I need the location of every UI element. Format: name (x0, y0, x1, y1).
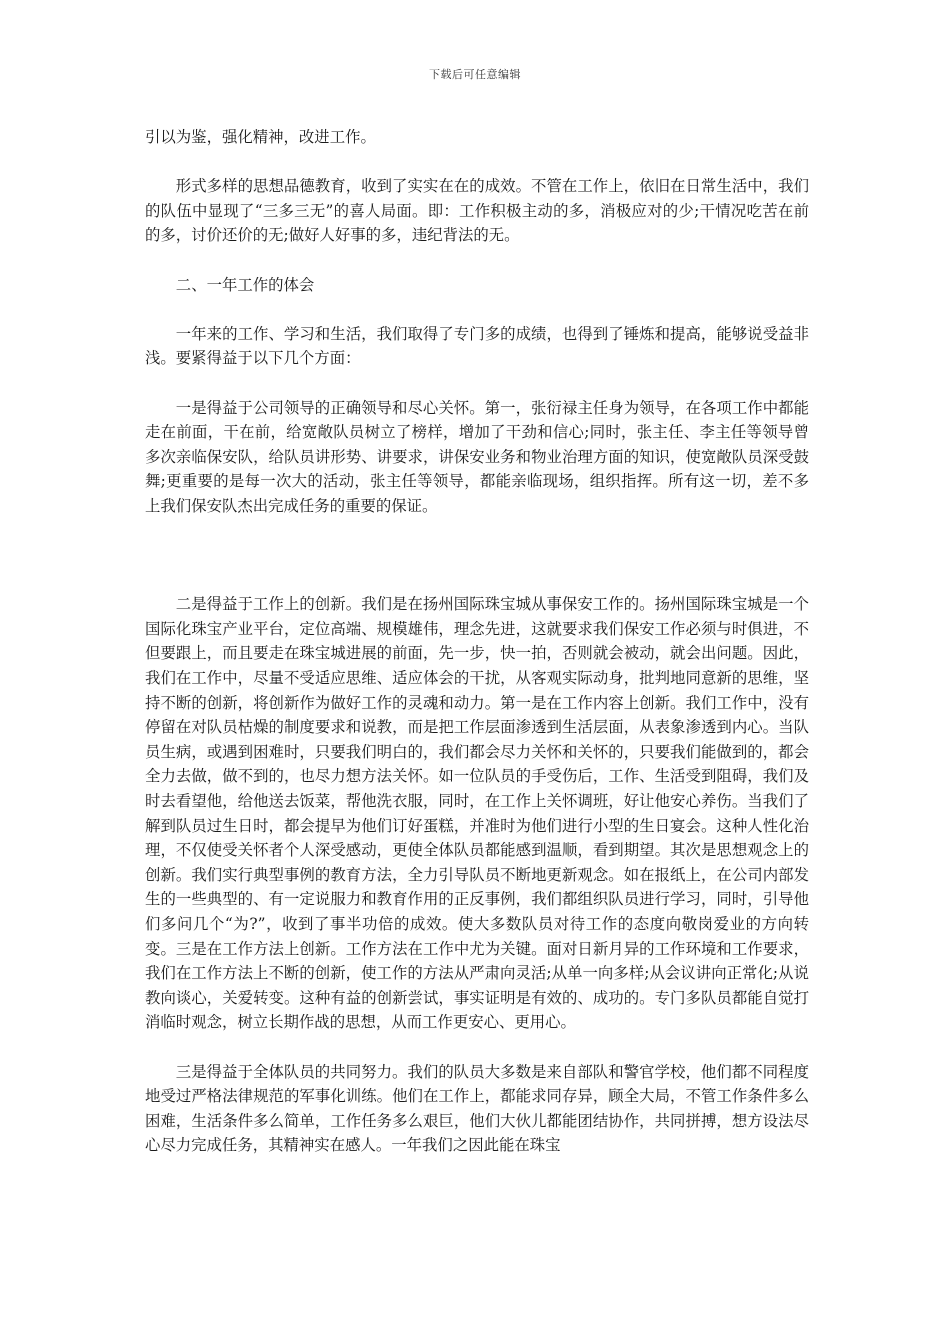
paragraph-spacer (145, 371, 809, 396)
paragraph-6: 三是得益于全体队员的共同努力。我们的队员大多数是来自部队和警官学校，他们都不同程度地受过严格法律规范的军事化训练。他们在工作上，都能求同存异，顾全大局，不管工作条件多么困难，生活条件多么简单，工作任务多么艰巨，他们大伙儿都能团结协作，共同拼搏，想方设法尽心尽力完成任务，其精神实在感人。一年我们之因此能在珠宝 (145, 1062, 809, 1155)
paragraph-spacer (145, 150, 809, 175)
section-heading: 二、一年工作的体会 (175, 275, 315, 294)
paragraph-spacer (145, 1035, 809, 1060)
paragraph-4: 一是得益于公司领导的正确领导和尽心关怀。第一，张衍禄主任身为领导，在各项工作中都能走在前面，干在前，给宽敞队员树立了榜样，增加了干劲和信心;同时，张主任、李主任等领导曾多次亲临保安队，给队员讲形势、讲要求，讲保安业务和物业治理方面的知识，使宽敞队员深受鼓舞;更重要的是每一次大的活动，张主任等领导，都能亲临现场，组织指挥。所有这一切，差不多上我们保安队杰出完成任务的重要的保证。 (145, 398, 809, 515)
paragraph-spacer-large (145, 519, 809, 593)
paragraph-2: 形式多样的思想品德教育，收到了实实在在的成效。不管在工作上，依旧在日常生活中，我们的队伍中显现了“三多三无”的喜人局面。即：工作积极主动的多，消极应对的少;干情况吃苦在前的多，讨价还价的无;做好人好事的多，违纪背法的无。 (145, 177, 809, 245)
paragraph-spacer (145, 297, 809, 322)
page-header-note: 下载后可任意编辑 (429, 68, 521, 81)
paragraph-3: 一年来的工作、学习和生活，我们取得了专门多的成绩，也得到了锤炼和提高，能够说受益非浅。要紧得益于以下几个方面： (145, 324, 809, 368)
paragraph-spacer (145, 248, 809, 273)
document-body (145, 125, 809, 1158)
paragraph-1: 引以为鉴，强化精神，改进工作。 (145, 128, 376, 146)
paragraph-5: 二是得益于工作上的创新。我们是在扬州国际珠宝城从事保安工作的。扬州国际珠宝城是一个国际化珠宝产业平台，定位高端、规模雄伟，理念先进，这就要求我们保安工作必须与时俱进，不但要跟上，而且要走在珠宝城进展的前面，先一步，快一拍，否则就会被动，就会出问题。因此，我们在工作中，尽量不受适应思维、适应体会的干扰，从客观实际动身，批判地同意新的思维，坚持不断的创新，将创新作为做好工作的灵魂和动力。第一是在工作内容上创新。我们工作中，没有停留在对队员枯燥的制度要求和说教，而是把工作层面渗透到生活层面，从表象渗透到内心。当队员生病，或遇到困难时，只要我们明白的，我们都会尽力关怀和关怀的，只要我们能做到的，都会全力去做，做不到的，也尽力想方法关怀。如一位队员的手受伤后，工作、生活受到阻碍，我们及时去看望他，给他送去饭菜，帮他洗衣服，同时，在工作上关怀调班，好让他安心养伤。当我们了解到队员过生日时，都会提早为他们订好蛋糕，并准时为他们进行小型的生日宴会。这种人性化治理，不仅使受关怀者个人深受感动，更使全体队员都能感到温顺，看到期望。其次是思想观念上的创新。我们实行典型事例的教育方法，全力引导队员不断地更新观念。如在报纸上，在公司内部发生的一些典型的、有一定说服力和教育作用的正反事例，我们都组织队员进行学习，同时，引导他们多问几个“为?”，收到了事半功倍的成效。使大多数队员对待工作的态度向敬岗爱业的方向转变。三是在工作方法上创新。工作方法在工作中尤为关键。面对日新月异的工作环境和工作要求，我们在工作方法上不断的创新，使工作的方法从严肃向灵活;从单一向多样;从会议讲向正常化;从说教向谈心，关爱转变。这种有益的创新尝试，事实证明是有效的、成功的。专门多队员都能自觉打消临时观念，树立长期作战的思想，从而工作更安心、更用心。 (145, 595, 809, 1032)
